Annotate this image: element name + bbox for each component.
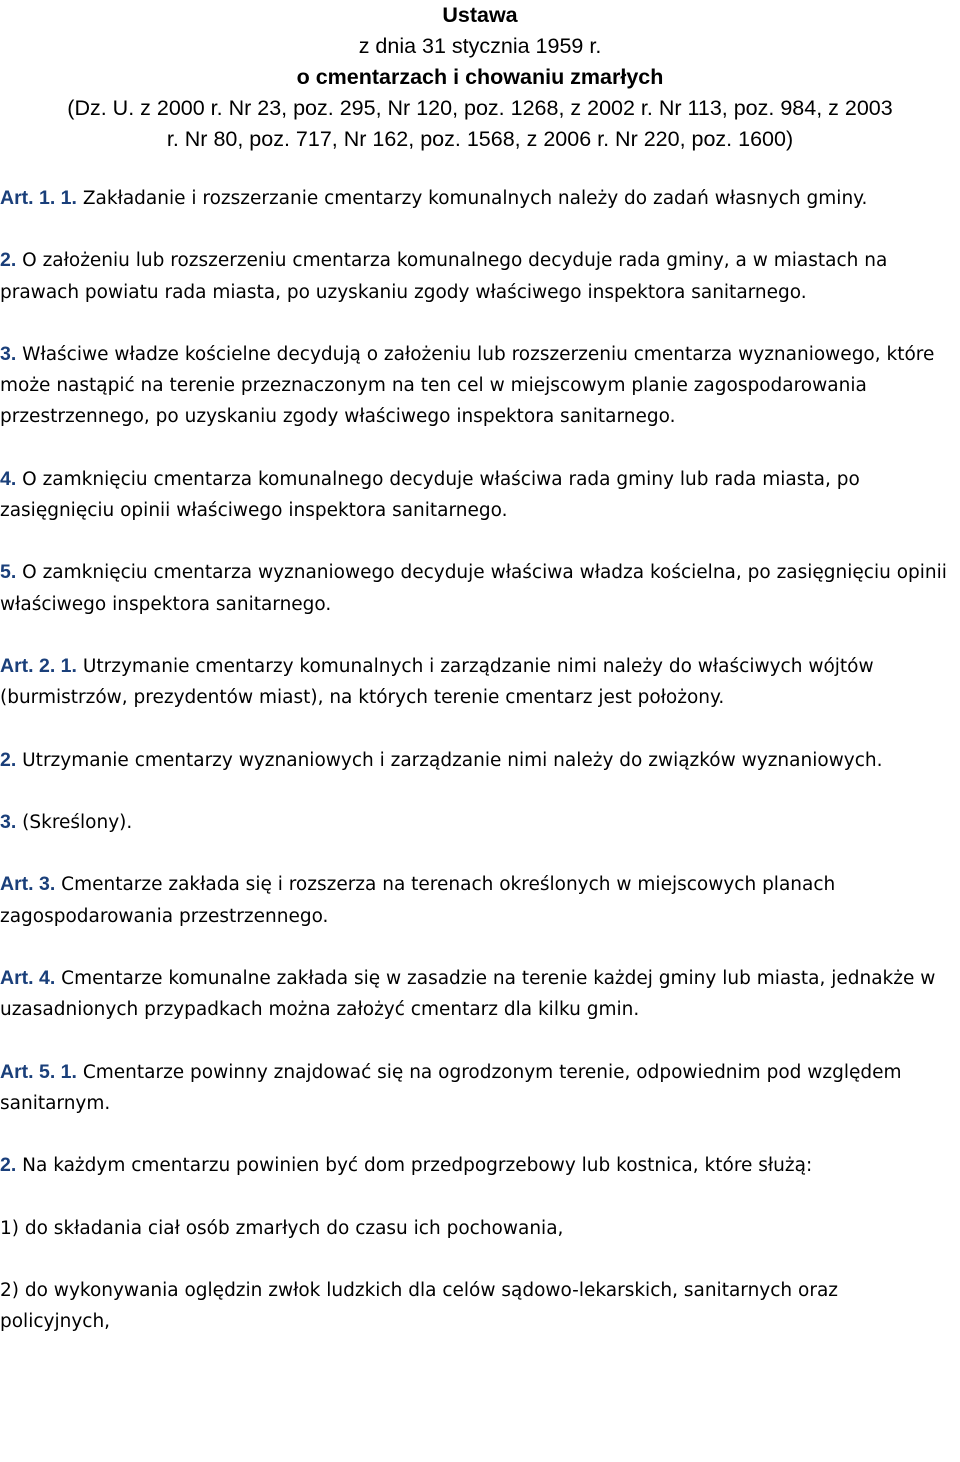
list-item-2 — [0, 1275, 950, 1337]
paragraph-art3 — [0, 869, 950, 931]
paragraph-text: O założeniu lub rozszerzeniu cmentarza komunalnego decyduje rada gminy, a w miastach na prawach powiatu rada miasta, po uzyskaniu zgody właściwego inspektora sanitarnego. — [0, 250, 888, 303]
paragraph-art1-5 — [0, 557, 950, 619]
paragraph-marker: Art. 3. — [0, 873, 56, 896]
paragraph-marker: Art. 1. 1. — [0, 187, 77, 209]
paragraph-marker: Art. 2. 1. — [0, 654, 77, 677]
paragraph-marker: 3. — [0, 810, 17, 833]
paragraph-art1-3 — [0, 339, 950, 433]
paragraph-marker: 2. — [0, 748, 17, 771]
paragraph-text: O zamknięciu cmentarza komunalnego decyduje właściwa rada gminy lub rada miasta, po zasięgnięciu opinii właściwego inspektora sanitarnego. — [0, 468, 860, 521]
paragraph-art2-1 — [0, 651, 950, 713]
paragraph-art2-2 — [0, 745, 950, 776]
paragraph-art1-1 — [0, 183, 950, 214]
paragraph-marker: 2. — [0, 1154, 17, 1177]
paragraph-art5-2 — [0, 1150, 950, 1181]
list-item-1 — [0, 1213, 950, 1244]
paragraph-text: Utrzymanie cmentarzy komunalnych i zarządzanie nimi należy do właściwych wójtów (burmistrzów, prezydentów miast), na których terenie cmentarz jest położony. — [0, 655, 874, 709]
paragraph-marker: 5. — [0, 561, 17, 584]
list-item-text: 2) do wykonywania oględzin zwłok ludzkich dla celów sądowo-lekarskich, sanitarnych oraz policyjnych, — [0, 1279, 838, 1333]
paragraph-text: Cmentarze powinny znajdować się na ogrodzonym terenie, odpowiednim pod względem sanitarnym. — [0, 1061, 902, 1114]
paragraph-text: Cmentarze zakłada się i rozszerza na terenach określonych w miejscowych planach zagospodarowania przestrzennego. — [0, 874, 836, 927]
paragraph-marker: Art. 4. — [0, 966, 56, 989]
citation-line-2: r. Nr 80, poz. 717, Nr 162, poz. 1568, z 2006 r. Nr 220, poz. 1600) — [166, 127, 794, 151]
paragraph-text: Właściwe władze kościelne decydują o założeniu lub rozszerzeniu cmentarza wyznaniowego, które może nastąpić na terenie przeznaczonym na ten cel w miejscowym planie zagospodarowania przestrzennego, po uzyskaniu zgody właściwego inspektora sanitarnego. — [0, 343, 935, 428]
paragraph-text: Cmentarze komunalne zakłada się w zasadzie na terenie każdej gminy lub miasta, jednakże w uzasadnionych przypadkach można założyć cmentarz dla kilku gmin. — [0, 967, 936, 1021]
paragraph-art1-2 — [0, 245, 950, 307]
paragraph-text: Utrzymanie cmentarzy wyznaniowych i zarządzanie nimi należy do związków wyznaniowych. — [16, 749, 883, 771]
paragraph-art4 — [0, 963, 950, 1025]
paragraph-marker: Art. 5. 1. — [0, 1060, 77, 1083]
document-body — [0, 183, 950, 1369]
citation-line-1: (Dz. U. z 2000 r. Nr 23, poz. 295, Nr 120, poz. 1268, z 2002 r. Nr 113, poz. 984, z 2003 — [67, 96, 893, 120]
paragraph-text: (Skreślony). — [16, 811, 133, 833]
paragraph-text: O zamknięciu cmentarza wyznaniowego decyduje właściwa władza kościelna, po zasięgnięciu opinii właściwego inspektora sanitarnego. — [0, 562, 947, 615]
paragraph-text: Na każdym cmentarzu powinien być dom przedpogrzebowy lub kostnica, które służą: — [16, 1155, 813, 1177]
paragraph-art5-1 — [0, 1057, 950, 1119]
document-header — [0, 0, 960, 155]
paragraph-marker: 3. — [0, 342, 17, 365]
document-subtitle: o cmentarzach i chowaniu zmarłych — [296, 65, 664, 89]
paragraph-art2-3 — [0, 807, 950, 838]
paragraph-art1-4 — [0, 464, 950, 526]
paragraph-text: Zakładanie i rozszerzanie cmentarzy komunalnych należy do zadań własnych gminy. — [76, 188, 868, 209]
paragraph-marker: 4. — [0, 467, 17, 490]
paragraph-marker: 2. — [0, 249, 17, 272]
document-title: Ustawa — [442, 3, 518, 27]
document-date: z dnia 31 stycznia 1959 r. — [358, 34, 602, 58]
list-item-text: 1) do składania ciał osób zmarłych do czasu ich pochowania, — [0, 1217, 564, 1239]
